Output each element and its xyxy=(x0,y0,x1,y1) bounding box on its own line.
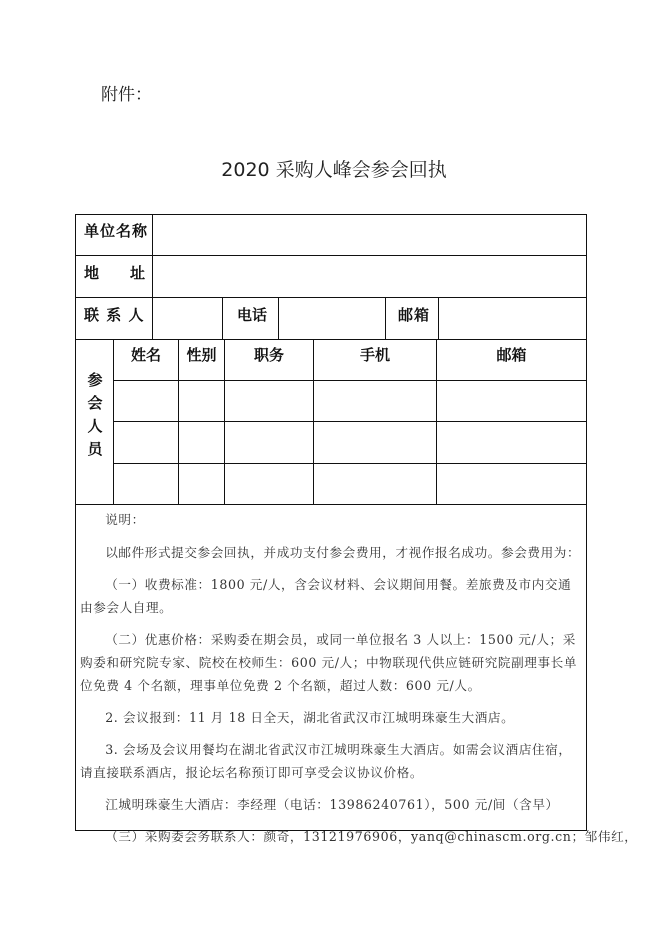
attendee-email-cell[interactable] xyxy=(438,465,585,504)
attachment-label: 附件： xyxy=(101,85,152,105)
column-header-email: 邮箱 xyxy=(496,346,527,364)
address-label-first: 地 xyxy=(84,264,100,282)
attendee-email-cell[interactable] xyxy=(438,423,585,463)
column-header-position: 职务 xyxy=(253,346,284,364)
col-divider xyxy=(222,297,223,340)
contact-person-field[interactable] xyxy=(154,299,222,339)
address-field[interactable] xyxy=(154,257,585,297)
attendees-section-label xyxy=(86,369,104,461)
attendee-mobile-cell[interactable] xyxy=(315,382,436,421)
section-label-char: 人 xyxy=(87,417,103,435)
contact-person-label: 联 系 人 xyxy=(84,306,145,324)
row-divider xyxy=(75,504,587,505)
email-label: 邮箱 xyxy=(398,306,431,324)
attendee-email-cell[interactable] xyxy=(438,382,585,421)
attendee-position-cell[interactable] xyxy=(226,465,313,504)
attendee-gender-cell[interactable] xyxy=(180,382,224,421)
notes-paragraph: 江城明珠豪生大酒店：李经理（电话：13986240761），500 元/间（含早） xyxy=(105,797,559,812)
column-header-mobile: 手机 xyxy=(359,346,390,364)
attendee-mobile-cell[interactable] xyxy=(315,465,436,504)
attendee-position-cell[interactable] xyxy=(226,382,313,421)
page-title: 2020 采购人峰会参会回执 xyxy=(221,159,447,181)
column-header-gender: 性别 xyxy=(186,346,217,364)
phone-field[interactable] xyxy=(280,299,385,339)
notes-paragraph: （一）收费标准：1800 元/人，含会议材料、会议期间用餐。差旅费及市内交通由参会人自理。 xyxy=(80,577,572,615)
notes-paragraph: 3. 会场及会议用餐均在湖北省武汉市江城明珠豪生大酒店。如需会议酒店住宿，请直接联系酒店，报论坛名称预订即可享受会议协议价格。 xyxy=(80,742,572,780)
attendee-name-cell[interactable] xyxy=(115,382,178,421)
col-divider xyxy=(385,297,386,340)
org-name-field[interactable] xyxy=(154,216,585,255)
notes-paragraph: 2. 会议报到：11 月 18 日全天，湖北省武汉市江城明珠豪生大酒店。 xyxy=(105,710,515,725)
email-field[interactable] xyxy=(440,299,585,339)
attendee-mobile-cell[interactable] xyxy=(315,423,436,463)
phone-label: 电话 xyxy=(237,306,268,324)
attendee-name-cell[interactable] xyxy=(115,423,178,463)
notes-heading: 说明： xyxy=(105,512,145,527)
notes-paragraph: （三）采购委会务联系人：颜奇，13121976906，yanq@chinascm.org.cn；邹伟红， xyxy=(105,829,638,844)
column-header-name: 姓名 xyxy=(130,346,161,364)
org-name-label: 单位名称 xyxy=(84,222,149,240)
notes-paragraph: （二）优惠价格：采购委在期会员，或同一单位报名 3 人以上：1500 元/人；采购委和研究院专家、院校在校师生：600 元/人；中物联现代供应链研究院副理事长单位免费 4 个名额，理事单位免费 2 个名额，超过人数：600 元/人。 xyxy=(80,632,578,693)
attendee-gender-cell[interactable] xyxy=(180,423,224,463)
section-label-char: 员 xyxy=(87,440,103,458)
section-label-char: 参 xyxy=(87,371,103,389)
notes-section xyxy=(80,508,638,857)
attendee-name-cell[interactable] xyxy=(115,465,178,504)
address-label-second: 址 xyxy=(130,264,146,282)
notes-paragraph: 以邮件形式提交参会回执，并成功支付参会费用，才视作报名成功。参会费用为： xyxy=(105,545,581,560)
attendee-gender-cell[interactable] xyxy=(180,465,224,504)
section-label-char: 会 xyxy=(87,394,103,412)
attendee-position-cell[interactable] xyxy=(226,423,313,463)
